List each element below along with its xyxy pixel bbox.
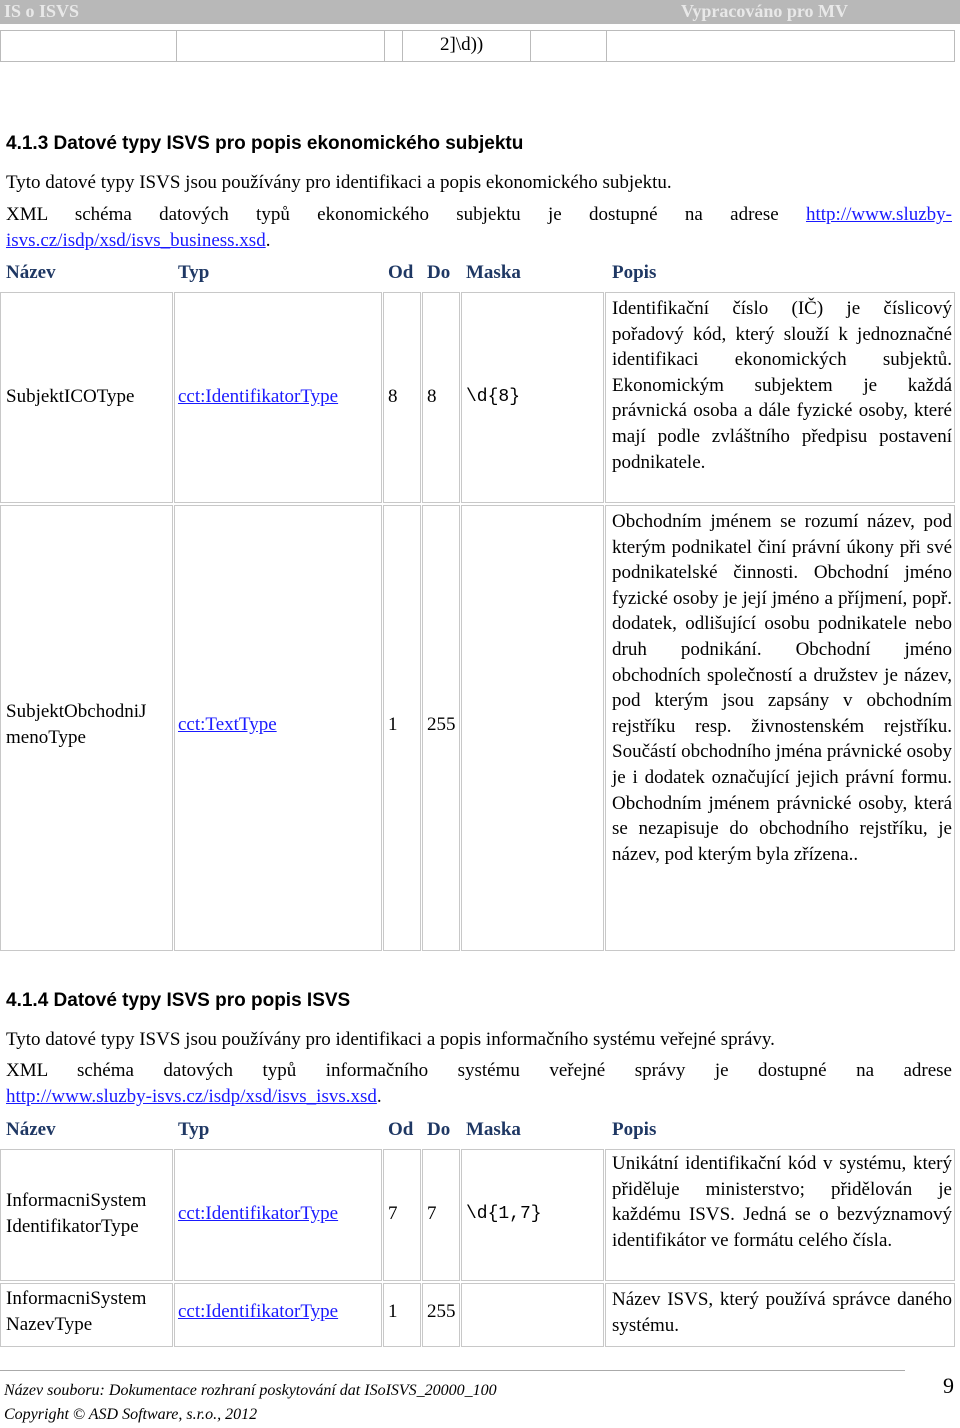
type-link[interactable]: cct:IdentifikatorType <box>178 386 339 407</box>
from-value: 7 <box>388 1203 398 1224</box>
header-right-title: Vypracováno pro MV <box>680 1 848 21</box>
mask-value: \d{8} <box>466 387 521 407</box>
table-row <box>0 30 955 62</box>
section-heading: 4.1.3 Datové typy ISVS pro popis ekonomického subjektu <box>6 133 524 154</box>
from-value: 8 <box>388 386 398 407</box>
paragraph-line: XML schéma datových typů informačního systému veřejné správy je dostupné na adrese <box>6 1060 952 1081</box>
section-heading: 4.1.4 Datové typy ISVS pro popis ISVS <box>6 990 351 1011</box>
column-header-name: Název <box>6 1119 56 1140</box>
column-header-to: Do <box>427 1119 451 1140</box>
paragraph: Tyto datové typy ISVS jsou používány pro identifikaci a popis ekonomického subjektu. <box>6 172 672 193</box>
type-name: SubjektICOType <box>6 386 135 407</box>
column-header-type: Typ <box>178 1119 210 1140</box>
to-value: 255 <box>427 1301 456 1322</box>
description: Unikátní identifikační kód v systému, který přiděluje ministerstvo; přidělován je každému ISVS. Jedná se o bezvýznamový identifikátor ve formátu celého čísla. <box>612 1153 952 1251</box>
to-value: 7 <box>427 1203 437 1224</box>
column-header-from: Od <box>388 1119 414 1140</box>
schema-link[interactable]: http://www.sluzby-isvs.cz/isdp/xsd/isvs_isvs.xsd <box>6 1086 377 1107</box>
table-cell-mask: 2]\d)) <box>440 34 484 55</box>
from-value: 1 <box>388 714 398 735</box>
description: Název ISVS, který používá správce daného systému. <box>612 1289 952 1336</box>
type-link[interactable]: cct:TextType <box>178 714 277 735</box>
description: Identifikační číslo (IČ) je číslicový pořadový kód, který slouží k jednoznačné identifikaci ekonomických subjektů. Ekonomickým subjektem je každá právnická osoba a dále fyzické osoby, které mají podle zvláštního předpisu postavení podnikatele. <box>612 298 952 473</box>
table-header <box>0 260 955 290</box>
paragraph-line <box>6 202 952 227</box>
table-row <box>0 292 955 503</box>
paragraph-line: http://www.sluzby-isvs.cz/isdp/xsd/isvs_isvs.xsd. <box>6 1086 382 1107</box>
page-number: 9 <box>943 1373 954 1398</box>
column-header-type: Typ <box>178 262 210 283</box>
to-value: 255 <box>427 714 456 735</box>
type-name-continued: IdentifikatorType <box>6 1216 139 1237</box>
paragraph: Tyto datové typy ISVS jsou používány pro identifikaci a popis informačního systému veřejné správy. <box>6 1029 775 1050</box>
footer-copyright: Copyright © ASD Software, s.r.o., 2012 <box>4 1406 258 1423</box>
paragraph-text: XML schéma datových typů ekonomického subjektu je dostupné na adrese <box>6 204 779 225</box>
column-header-name: Název <box>6 262 56 283</box>
type-link[interactable]: cct:IdentifikatorType <box>178 1203 339 1224</box>
description: Obchodním jménem se rozumí název, pod kterým podnikatel činí právní úkony při své podnikatelské činnosti. Obchodní jméno fyzické osoby je její jméno a příjmení, popř. dodatek, odlišující osobu podnikatele nebo druh podnikání. Obchodní jméno obchodních společností a družstev je název, pod kterým jsou zapsány v obchodním rejstříku resp. živnostenském rejstříku. Součástí obchodního jména právnické osoby je i dodatek označující jejich právní formu. Obchodním jménem právnické osoby, která se nezapisuje do obchodního rejstříku, je název, pod kterým byla zřízena.. <box>612 511 952 865</box>
header-left-title: IS o ISVS <box>4 1 80 21</box>
column-header-from: Od <box>388 262 414 283</box>
paragraph-line: isvs.cz/isdp/xsd/isvs_business.xsd. <box>6 230 271 251</box>
previous-table-fragment <box>0 30 955 90</box>
footer-filename: Název souboru: Dokumentace rozhraní poskytování dat ISoISVS_20000_100 <box>4 1382 497 1399</box>
table-row <box>0 1283 955 1347</box>
schema-link[interactable]: isvs.cz/isdp/xsd/isvs_business.xsd <box>6 230 266 251</box>
column-header-mask: Maska <box>466 262 521 283</box>
footer-divider <box>0 1370 905 1371</box>
to-value: 8 <box>427 386 437 407</box>
column-header-mask: Maska <box>466 1119 521 1140</box>
column-header-to: Do <box>427 262 451 283</box>
type-name-continued: NazevType <box>6 1314 93 1335</box>
table-header <box>0 1117 955 1147</box>
page-header <box>0 0 960 24</box>
table-row <box>0 505 955 951</box>
column-header-description: Popis <box>612 262 657 283</box>
type-link[interactable]: cct:IdentifikatorType <box>178 1301 339 1322</box>
column-header-description: Popis <box>612 1119 657 1140</box>
type-name: SubjektObchodniJ <box>6 701 147 722</box>
mask-value: \d{1,7} <box>466 1204 542 1224</box>
table-row <box>0 1149 955 1281</box>
type-name-continued: menoType <box>6 727 86 748</box>
type-name: InformacniSystem <box>6 1190 147 1211</box>
schema-link[interactable]: http://www.sluzby- <box>805 204 952 225</box>
from-value: 1 <box>388 1301 398 1322</box>
type-name: InformacniSystem <box>6 1288 147 1309</box>
